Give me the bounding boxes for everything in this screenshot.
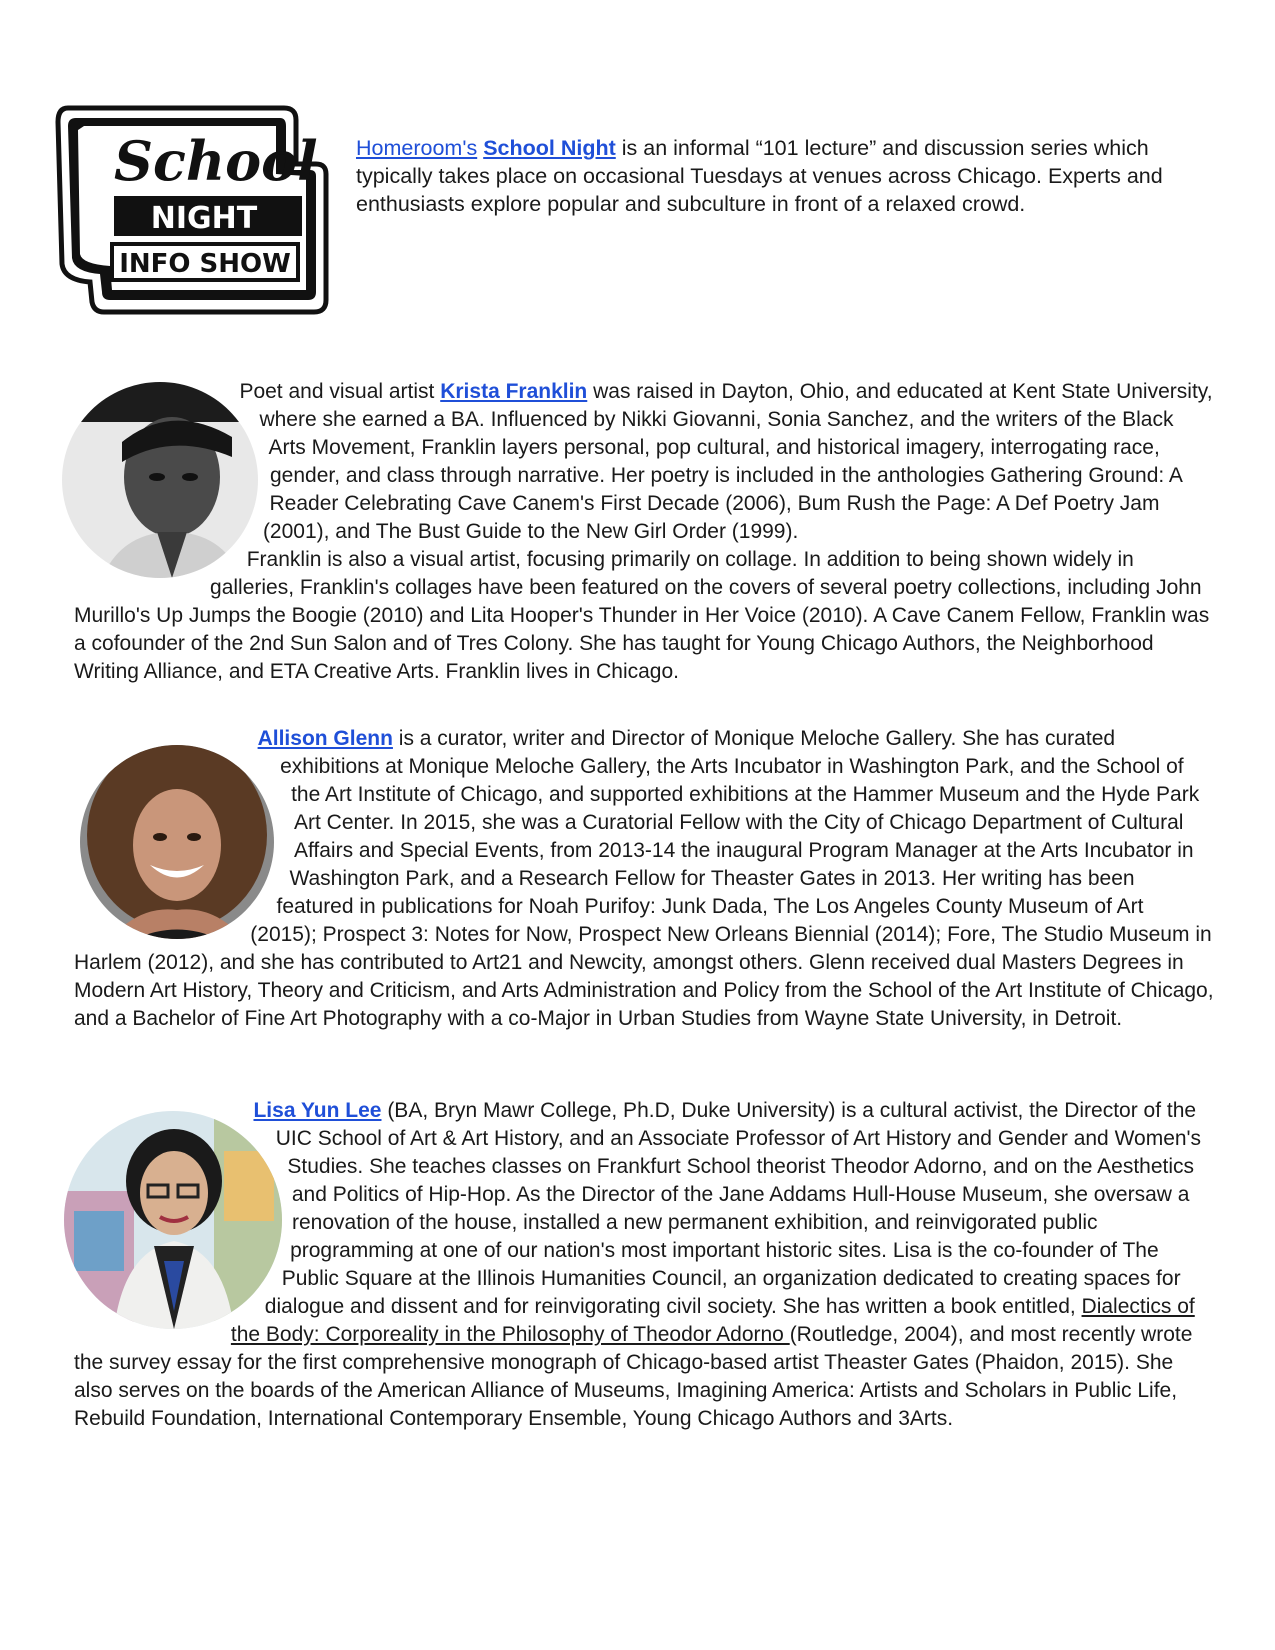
portrait-image <box>80 745 274 939</box>
lisa-yun-lee-link[interactable]: Lisa Yun Lee <box>253 1099 382 1122</box>
homeroom-link[interactable]: Homeroom's <box>356 136 478 160</box>
lisa-yun-lee-photo <box>64 1111 282 1329</box>
portrait-image <box>62 382 258 578</box>
allison-glenn-photo <box>80 745 274 939</box>
intro-paragraph <box>356 134 1196 218</box>
logo-line2: NIGHT <box>150 201 258 236</box>
lisa-yun-lee-text-2: (Routledge, 2004), and most recently wrote the survey essay for the first comprehensive monograph of Chicago-based artist Theaster Gates (Phaidon, 2015). She also serves on the boards of the American Alliance of Museums, Imagining America: Artists and Scholars in Public Life, Rebuild Foundation, International Contemporary Ensemble, Young Chicago Authors and 3Arts. <box>74 1323 1193 1430</box>
portrait-image <box>64 1111 282 1329</box>
krista-franklin-paragraph-2: Franklin is also a visual artist, focusing primarily on collage. In addition to being shown widely in galleries, Franklin's collages have been featured on the covers of several poetry collections, including John Murillo's Up Jumps the Boogie (2010) and Lita Hooper's Thunder in Her Voice (2010). A Cave Canem Fellow, Franklin was a cofounder of the 2nd Sun Salon and of Tres Colony. She has taught for Young Chicago Authors, the Neighborhood Writing Alliance, and ETA Creative Arts. Franklin lives in Chicago. <box>74 548 1210 683</box>
lisa-yun-lee-text-1: (BA, Bryn Mawr College, Ph.D, Duke University) is a cultural activist, the Director of the UIC School of Art & Art History, and an Associate Professor of Art History and Gender and Women's Studies. She teaches classes on Frankfurt School theorist Theodor Adorno, and on the Aesthetics and Politics of Hip-Hop. As the Director of the Jane Addams Hull-House Museum, she oversaw a renovation of the house, installed a new permanent exhibition, and reinvigorated public programming at one of our nation's most important historic sites. Lisa is the co-founder of The Public Square at the Illinois Humanities Council, an organization dedicated to creating spaces for dialogue and dissent and for reinvigorating civil society. She has written a book entitled, <box>264 1099 1202 1318</box>
book-title: Dialectics of the Body: Corporeality in the Philosophy of Theodor Adorno <box>230 1295 1195 1346</box>
bio-krista-franklin <box>74 378 1214 686</box>
logo-line3: INFO SHOW <box>119 249 291 279</box>
intro-text: is an informal “101 lecture” and discussion series which typically takes place on occasional Tuesdays at venues across Chicago. Experts and enthusiasts explore popular and subculture in front of a relaxed crowd. <box>356 136 1163 216</box>
school-night-link[interactable]: School Night <box>483 136 616 160</box>
allison-glenn-link[interactable]: Allison Glenn <box>257 727 393 750</box>
bio1-para1-text: was raised in Dayton, Ohio, and educated at Kent State University, where she earned a BA. Influenced by Nikki Giovanni, Sonia Sanchez, and the writers of the Black Arts Movement, Franklin layers personal, pop cultural, and historical imagery, interrogating race, gender, and class through narrative. Her poetry is included in the anthologies Gathering Ground: A Reader Celebrating Cave Canem's First Decade (2006), Bum Rush the Page: A Def Poetry Jam (2001), and The Bust Guide to the New Girl Order (1999). <box>259 380 1213 543</box>
logo-graphic <box>54 104 330 326</box>
allison-glenn-text: is a curator, writer and Director of Monique Meloche Gallery. She has curated exhibitions at Monique Meloche Gallery, the Arts Incubator in Washington Park, and the School of the Art Institute of Chicago, and supported exhibitions at the Hammer Museum and the Hyde Park Art Center. In 2015, she was a Curatorial Fellow with the City of Chicago Department of Cultural Affairs and Special Events, from 2013-14 the inaugural Program Manager at the Arts Incubator in Washington Park, and a Research Fellow for Theaster Gates in 2013. Her writing has been featured in publications for Noah Purifoy: Junk Dada, The Los Angeles County Museum of Art (2015); Prospect 3: Notes for Now, Prospect New Orleans Biennial (2014); Fore, The Studio Museum in Harlem (2012), and she has contributed to Art21 and Newcity, amongst others. Glenn received dual Masters Degrees in Modern Art History, Theory and Criticism, and Arts Administration and Policy from the School of the Art Institute of Chicago, and a Bachelor of Fine Art Photography with a co-Major in Urban Studies from Wayne State University, in Detroit. <box>74 727 1214 1030</box>
krista-franklin-photo <box>62 382 258 578</box>
bio-lisa-yun-lee <box>74 1097 1214 1433</box>
krista-franklin-link[interactable]: Krista Franklin <box>440 380 588 403</box>
logo-line1: School <box>114 129 318 193</box>
school-night-logo <box>54 104 330 326</box>
bio1-prefix: Poet and visual artist <box>239 380 441 403</box>
bio-allison-glenn <box>74 725 1214 1033</box>
